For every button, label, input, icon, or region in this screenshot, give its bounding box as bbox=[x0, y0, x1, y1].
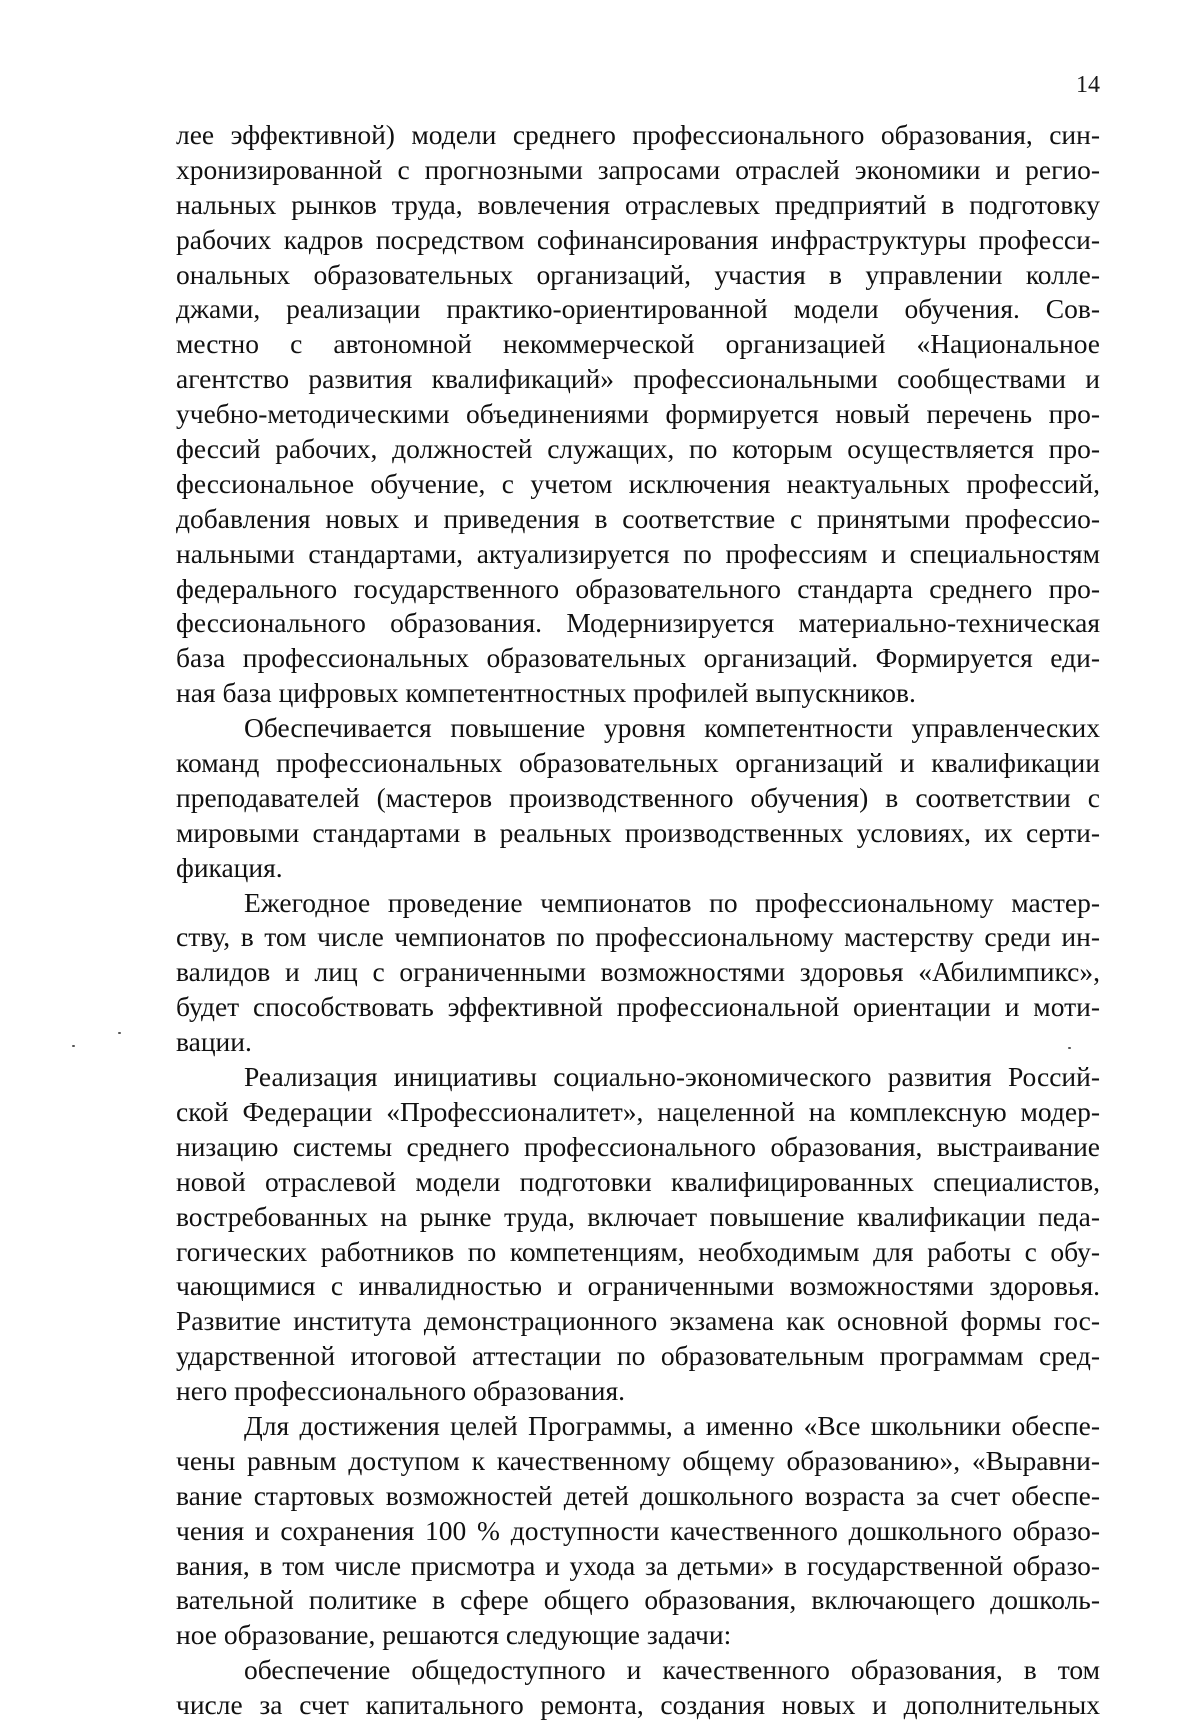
text-line: числе за счет капитального ремонта, создания новых и дополнительных bbox=[176, 1689, 1100, 1721]
paragraph bbox=[176, 886, 1100, 1060]
text-line: новой отраслевой модели подготовки квалифицированных специалистов, bbox=[176, 1165, 1100, 1197]
text-line: джами, реализации практико-ориентированной модели обучения. Сов- bbox=[176, 293, 1100, 325]
scan-speck bbox=[118, 1032, 121, 1034]
text-line: будет способствовать эффективной профессиональной ориентации и моти- bbox=[176, 991, 1100, 1023]
text-line: гогических работников по компетенциям, необходимым для работы с обу- bbox=[176, 1235, 1100, 1267]
text-line: база профессиональных образовательных организаций. Формируется еди- bbox=[176, 642, 1100, 674]
text-line: востребованных на рынке труда, включает повышение квалификации педа- bbox=[176, 1200, 1100, 1232]
text-line: лее эффективной) модели среднего профессионального образования, син- bbox=[176, 119, 1100, 150]
text-line: Развитие института демонстрационного экзамена как основной формы гос- bbox=[176, 1305, 1100, 1337]
text-line: Обеспечивается повышение уровня компетентности управленческих bbox=[244, 712, 1100, 744]
paragraph bbox=[176, 118, 1100, 711]
text-line: низацию системы среднего профессионального образования, выстраивание bbox=[176, 1130, 1100, 1162]
text-line: рабочих кадров посредством софинансирования инфраструктуры професси- bbox=[176, 223, 1100, 255]
text-line: вации. bbox=[176, 1026, 252, 1058]
text-line: чающимися с инвалидностью и ограниченными возможностями здоровья. bbox=[176, 1270, 1100, 1302]
body-text bbox=[176, 118, 1100, 1723]
text-line: обеспечение общедоступного и качественного образования, в том bbox=[244, 1654, 1100, 1686]
text-line: агентство развития квалификаций» профессиональными сообществами и bbox=[176, 363, 1100, 395]
text-line: валидов и лиц с ограниченными возможностями здоровья «Абилимпикс», bbox=[176, 956, 1100, 988]
text-line: фессий рабочих, должностей служащих, по которым осуществляется про- bbox=[176, 433, 1100, 465]
text-line: чения и сохранения 100 % доступности качественного дошкольного образо- bbox=[176, 1514, 1100, 1546]
scan-speck bbox=[1068, 1047, 1071, 1049]
text-line: Ежегодное проведение чемпионатов по профессиональному мастер- bbox=[244, 886, 1100, 918]
text-line: фикация. bbox=[176, 851, 283, 883]
text-line: Реализация инициативы социально-экономического развития Россий- bbox=[244, 1061, 1100, 1093]
text-line: фессионального образования. Модернизируется материально-техническая bbox=[176, 607, 1100, 639]
text-line: федерального государственного образовательного стандарта среднего про- bbox=[176, 572, 1100, 604]
paragraph bbox=[176, 1060, 1100, 1409]
text-line: ональных образовательных организаций, участия в управлении колле- bbox=[176, 258, 1100, 290]
text-line: ное образование, решаются следующие задачи: bbox=[176, 1619, 732, 1651]
text-line: чены равным доступом к качественному общему образованию», «Выравни- bbox=[176, 1444, 1100, 1476]
text-line: ная база цифровых компетентностных профилей выпускников. bbox=[176, 677, 916, 709]
paragraph bbox=[176, 1653, 1100, 1723]
paragraph bbox=[176, 1409, 1100, 1653]
text-line: мировыми стандартами в реальных производственных условиях, их серти- bbox=[176, 816, 1100, 848]
text-line: нальными стандартами, актуализируется по профессиям и специальностям bbox=[176, 537, 1100, 569]
text-line: него профессионального образования. bbox=[176, 1375, 625, 1407]
text-line: учебно-методическими объединениями формируется новый перечень про- bbox=[176, 398, 1100, 430]
text-line: нальных рынков труда, вовлечения отраслевых предприятий в подготовку bbox=[176, 188, 1100, 220]
text-line: фессиональное обучение, с учетом исключения неактуальных профессий, bbox=[176, 467, 1100, 499]
text-line: хронизированной с прогнозными запросами отраслей экономики и регио- bbox=[176, 153, 1100, 185]
page-number: 14 bbox=[1076, 72, 1100, 98]
text-line: команд профессиональных образовательных организаций и квалификации bbox=[176, 747, 1100, 779]
text-line: вательной политике в сфере общего образования, включающего дошколь- bbox=[176, 1584, 1100, 1616]
paragraph bbox=[176, 711, 1100, 885]
text-line: вание стартовых возможностей детей дошкольного возраста за счет обеспе- bbox=[176, 1479, 1100, 1511]
text-line: преподавателей (мастеров производственного обучения) в соответствии с bbox=[176, 781, 1100, 813]
text-line: Для достижения целей Программы, а именно «Все школьники обеспе- bbox=[244, 1409, 1100, 1441]
text-line: местно с автономной некоммерческой организацией «Национальное bbox=[176, 328, 1100, 360]
text-line: ской Федерации «Профессионалитет», нацеленной на комплексную модер- bbox=[176, 1095, 1100, 1127]
text-line: вания, в том числе присмотра и ухода за детьми» в государственной образо- bbox=[176, 1549, 1100, 1581]
text-line: ударственной итоговой аттестации по образовательным программам сред- bbox=[176, 1340, 1100, 1372]
text-line: добавления новых и приведения в соответствие с принятыми профессио- bbox=[176, 502, 1100, 534]
text-line: ству, в том числе чемпионатов по профессиональному мастерству среди ин- bbox=[176, 921, 1100, 953]
scan-speck bbox=[72, 1045, 75, 1047]
